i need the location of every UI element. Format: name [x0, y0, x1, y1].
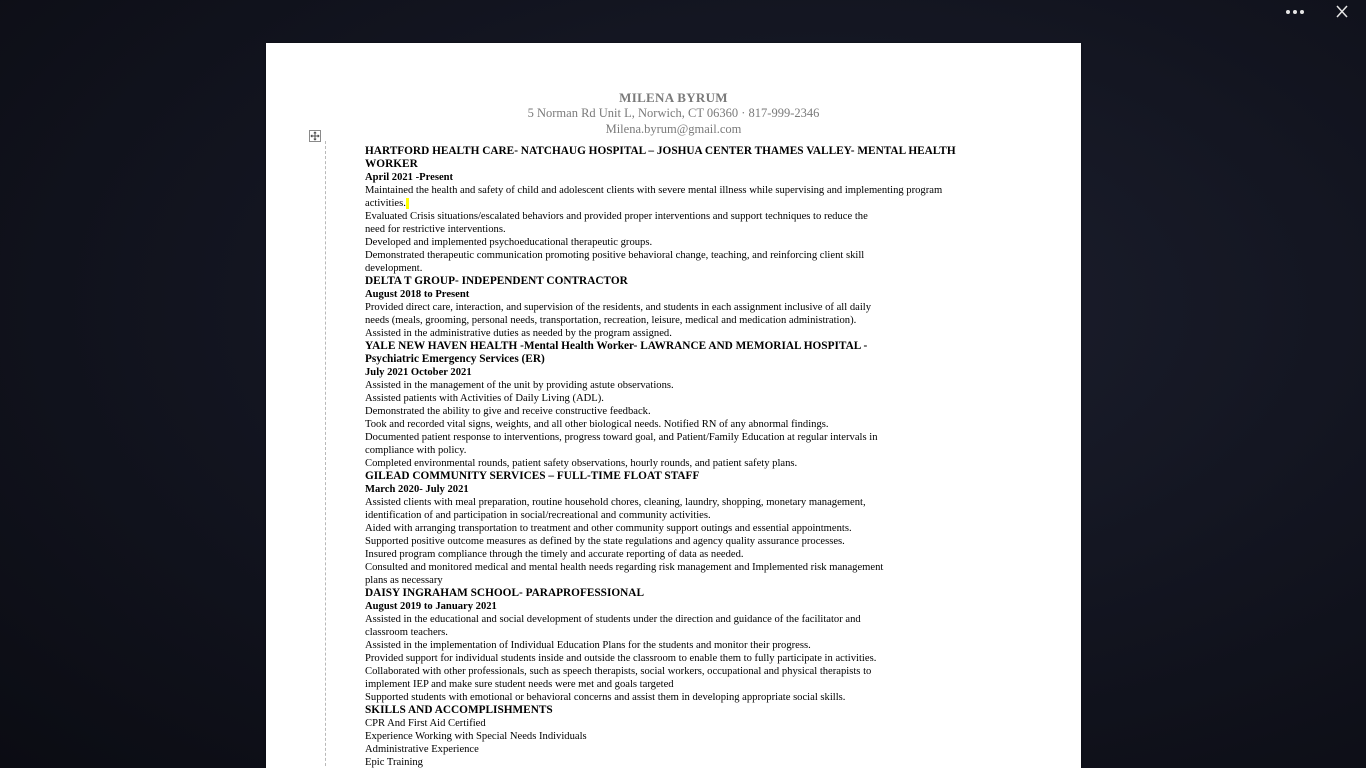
job-duty: Developed and implemented psychoeducational therapeutic groups.	[365, 237, 653, 248]
resume-body[interactable]	[365, 145, 995, 768]
job-duty: compliance with policy.	[365, 445, 467, 456]
job-duty: Demonstrated therapeutic communication promoting positive behavioral change, teaching, and reinforcing client skill	[365, 250, 865, 261]
job-duty: Assisted patients with Activities of Daily Living (ADL).	[365, 393, 604, 404]
job-dates: March 2020- July 2021	[365, 484, 469, 495]
job-duty: Documented patient response to interventions, progress toward goal, and Patient/Family Education at regular intervals in	[365, 432, 878, 443]
job-title: DAISY INGRAHAM SCHOOL- PARAPROFESSIONAL	[365, 587, 644, 599]
resume-email[interactable]: Milena.byrum@gmail.com	[605, 121, 742, 136]
job-duty: development.	[365, 263, 423, 274]
more-horizontal-icon	[1286, 10, 1290, 14]
job-duty: Evaluated Crisis situations/escalated behaviors and provided proper interventions and support techniques to reduce the	[365, 211, 868, 222]
document-page	[266, 43, 1081, 768]
job-duty: plans as necessary	[365, 575, 443, 586]
resume-name: MILENA BYRUM	[619, 90, 728, 105]
job-duty: Assisted in the educational and social development of students under the direction and guidance of the facilitator and	[365, 614, 861, 625]
viewer-toolbar	[0, 0, 1366, 26]
skill-item: Epic Training	[365, 757, 423, 768]
more-options-button[interactable]	[1282, 2, 1308, 22]
job-duty: Collaborated with other professionals, such as speech therapists, social workers, occupational and physical therapists to	[365, 666, 872, 677]
resume-address: 5 Norman Rd Unit L, Norwich, CT 06360 · 817-999-2346	[527, 106, 820, 120]
job-duty: implement IEP and make sure student needs were met and goals targeted	[365, 679, 674, 690]
job-duty: identification of and participation in social/recreational and community activities.	[365, 510, 711, 521]
job-duty: classroom teachers.	[365, 627, 448, 638]
job-title: GILEAD COMMUNITY SERVICES – FULL-TIME FLOAT STAFF	[365, 470, 700, 482]
resume-header	[266, 90, 1081, 137]
skill-item: Administrative Experience	[365, 744, 479, 755]
close-icon	[1332, 2, 1352, 22]
skills-title: SKILLS AND ACCOMPLISHMENTS	[365, 704, 553, 716]
job-duty: Insured program compliance through the timely and accurate reporting of data as needed.	[365, 549, 744, 560]
skill-item: Experience Working with Special Needs Individuals	[365, 731, 587, 742]
job-duty: Took and recorded vital signs, weights, and all other biological needs. Notified RN of any abnormal findings.	[365, 419, 829, 430]
job-dates: August 2018 to Present	[365, 289, 470, 300]
job-duty: Provided support for individual students inside and outside the classroom to enable them to fully participate in activities.	[365, 653, 877, 664]
table-cell-border	[325, 141, 326, 768]
text-cursor-highlight	[406, 198, 409, 209]
job-duty: Demonstrated the ability to give and receive constructive feedback.	[365, 406, 651, 417]
job-title-continued: Psychiatric Emergency Services (ER)	[365, 353, 545, 365]
job-duty: Assisted clients with meal preparation, routine household chores, cleaning, laundry, shopping, monetary management,	[365, 497, 866, 508]
job-duty: Assisted in the management of the unit by providing astute observations.	[365, 380, 674, 391]
job-duty: needs (meals, grooming, personal needs, transportation, recreation, leisure, medical and medication administration).	[365, 315, 857, 326]
job-dates: August 2019 to January 2021	[365, 601, 497, 612]
job-duty	[365, 197, 995, 210]
job-duty: need for restrictive interventions.	[365, 224, 506, 235]
job-duty: Provided direct care, interaction, and supervision of the residents, and students in each assignment inclusive of all daily	[365, 302, 872, 313]
job-title: DELTA T GROUP- INDEPENDENT CONTRACTOR	[365, 275, 628, 287]
job-duty: Assisted in the administrative duties as needed by the program assigned.	[365, 328, 672, 339]
job-duty-text: activities.	[365, 198, 406, 209]
job-duty: Consulted and monitored medical and mental health needs regarding risk management and Implemented risk management	[365, 562, 884, 573]
job-title: YALE NEW HAVEN HEALTH -Mental Health Worker- LAWRANCE AND MEMORIAL HOSPITAL -	[365, 340, 868, 352]
job-duty: Assisted in the implementation of Individual Education Plans for the students and monitor their progress.	[365, 640, 811, 651]
job-duty: Completed environmental rounds, patient safety observations, hourly rounds, and patient safety plans.	[365, 458, 798, 469]
job-duty: Maintained the health and safety of child and adolescent clients with severe mental illness while supervising and implementing program	[365, 185, 943, 196]
job-title: HARTFORD HEALTH CARE- NATCHAUG HOSPITAL – JOSHUA CENTER THAMES VALLEY- MENTAL HEALTH WORKER	[365, 145, 956, 170]
job-duty: Aided with arranging transportation to treatment and other community support outings and essential appointments.	[365, 523, 852, 534]
job-duty: Supported students with emotional or behavioral concerns and assist them in developing appropriate social skills.	[365, 692, 846, 703]
close-button[interactable]	[1332, 2, 1352, 22]
skill-item: CPR And First Aid Certified	[365, 718, 486, 729]
table-move-handle[interactable]	[309, 130, 321, 142]
job-dates: April 2021 -Present	[365, 172, 454, 183]
job-dates: July 2021 October 2021	[365, 367, 472, 378]
move-arrows-icon	[310, 131, 320, 141]
job-duty: Supported positive outcome measures as defined by the state regulations and agency quality assurance processes.	[365, 536, 845, 547]
